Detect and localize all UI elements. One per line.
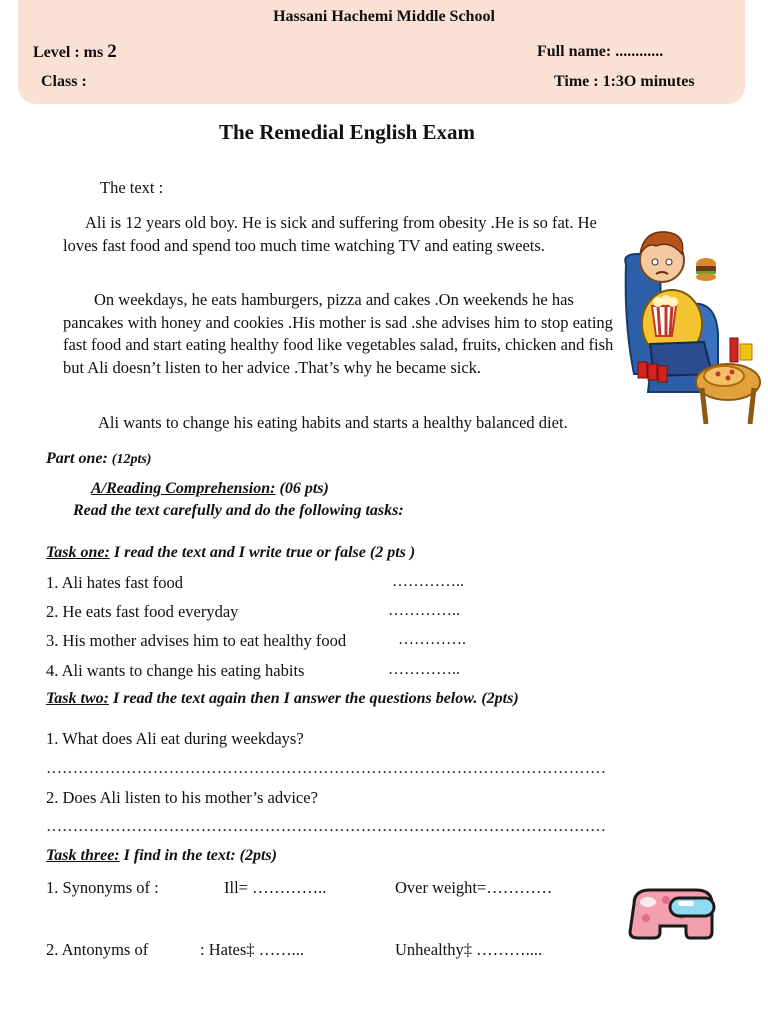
task-two-label: Task two: <box>46 690 109 707</box>
task-one-blank-2[interactable]: ………….. <box>388 602 460 619</box>
task-three-heading <box>46 847 277 865</box>
paragraph-2: On weekdays, he eats hamburgers, pizza and cakes .On weekends he has pancakes with honey and cookies .His mother is sad .she advises him to stop eating fast food and start eating healthy food like vegetables salad, fruits, chicken and fish but Ali doesn’t listen to her advice .That’s why he became sick. <box>63 290 614 377</box>
antonym-hates-blank[interactable]: : Hates‡ ……... <box>200 940 305 959</box>
part-one-label: Part one: <box>46 450 108 467</box>
synonym-ill-blank[interactable]: Ill= ………….. <box>224 878 327 897</box>
part-one-points: (12pts) <box>111 452 152 467</box>
section-a-heading <box>91 480 329 498</box>
task-two-text: I read the text again then I answer the questions below. (2pts) <box>112 690 519 707</box>
task-one-heading <box>46 544 415 562</box>
task-one-blank-1[interactable]: ………….. <box>392 573 464 590</box>
part-one-heading <box>46 450 151 468</box>
task-one-blank-3[interactable]: …………. <box>398 631 466 648</box>
task-two-question-1: 1. What does Ali eat during weekdays? <box>46 729 304 748</box>
task-two-question-2: 2. Does Ali listen to his mother’s advice? <box>46 788 318 807</box>
obese-boy-illustration-icon <box>620 224 762 430</box>
task-one-label: Task one: <box>46 544 110 561</box>
task-two-answer-line-1[interactable]: …………………………………………………………………………………………… <box>46 760 606 777</box>
full-name-field: Full name: ............ <box>537 43 664 60</box>
task-three-label: Task three: <box>46 847 120 864</box>
task-one-item-4: 4. Ali wants to change his eating habits <box>46 661 305 680</box>
task-two-heading <box>46 690 519 708</box>
synonym-overweight-blank[interactable]: Over weight=………… <box>395 878 553 897</box>
antonyms-label: 2. Antonyms of <box>46 940 149 959</box>
pink-crewmate-icon <box>626 884 720 942</box>
task-one-text: I read the text and I write true or false (2 pts ) <box>113 544 416 561</box>
text-label: The text : <box>100 178 164 197</box>
paragraph-3: Ali wants to change his eating habits and starts a healthy balanced diet. <box>98 413 568 432</box>
task-three-text: I find in the text: (2pts) <box>123 847 277 864</box>
school-name: Hassani Hachemi Middle School <box>273 8 495 25</box>
time-field: Time : 1:3O minutes <box>554 73 695 90</box>
level-label: Level : ms <box>33 44 104 61</box>
antonym-unhealthy-blank[interactable]: Unhealthy‡ ……….... <box>395 940 543 959</box>
instructions: Read the text carefully and do the following tasks: <box>73 502 404 519</box>
paragraph-1: Ali is 12 years old boy. He is sick and suffering from obesity .He is so fat. He loves fast food and spend too much time watching TV and eating sweets. <box>63 213 597 255</box>
task-one-item-3: 3. His mother advises him to eat healthy food <box>46 631 347 650</box>
task-one-item-2: 2. He eats fast food everyday <box>46 602 239 621</box>
section-a-points: (06 pts) <box>279 480 329 497</box>
synonyms-label: 1. Synonyms of : <box>46 878 159 897</box>
class-field: Class : <box>41 73 87 90</box>
task-one-blank-4[interactable]: ………….. <box>388 661 460 678</box>
level-field <box>33 41 117 63</box>
exam-title: The Remedial English Exam <box>218 120 476 144</box>
task-two-answer-line-2[interactable]: …………………………………………………………………………………………… <box>46 818 606 835</box>
section-a-label: A/Reading Comprehension: <box>91 480 276 497</box>
task-one-item-1: 1. Ali hates fast food <box>46 573 184 592</box>
level-value: 2 <box>107 41 117 62</box>
